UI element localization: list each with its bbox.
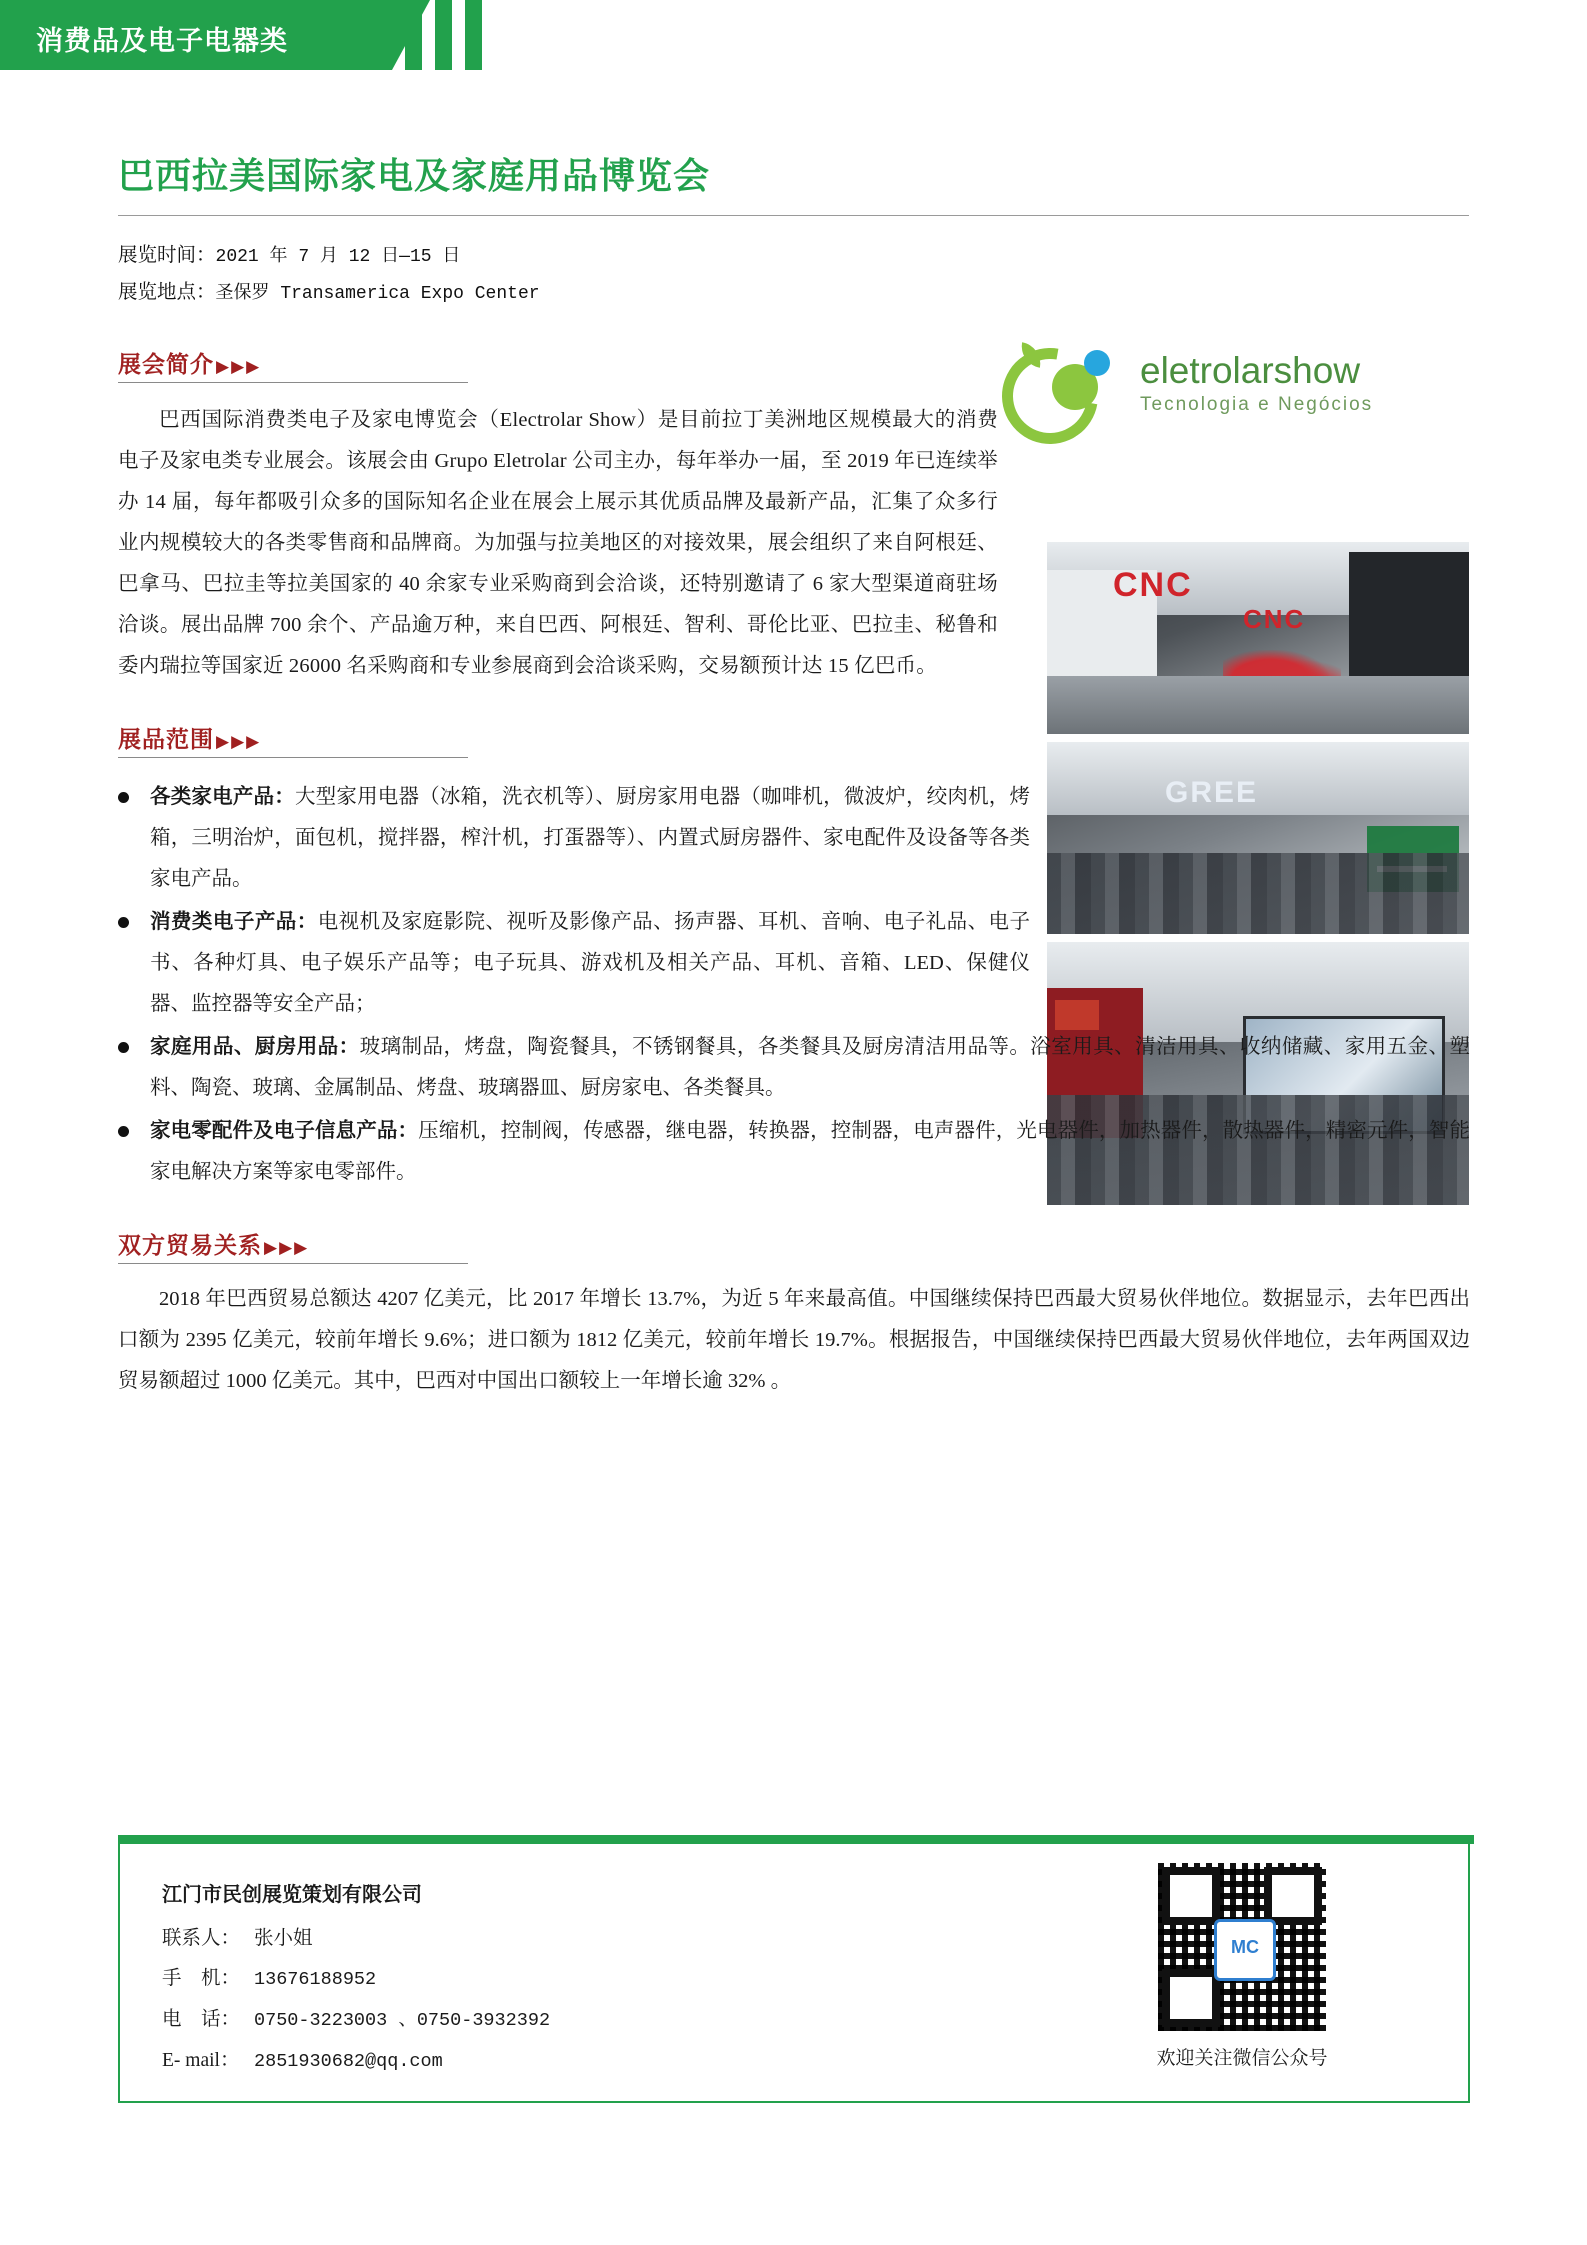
list-item xyxy=(110,1027,1470,1109)
bullet-body-2: 电视机及家庭影院、视听及影像产品、扬声器、耳机、音响、电子礼品、电子书、各种灯具、电子娱乐产品等；电子玩具、游戏机及相关产品、耳机、音箱、LED、保健仪器、监控器等安全产品； xyxy=(150,911,1031,1015)
list-item xyxy=(110,1111,1470,1193)
meta-date-row xyxy=(118,238,1587,275)
contact-person-label: 联系人： xyxy=(162,1928,241,1949)
contact-email-value: 2851930682@qq.com xyxy=(254,2051,443,2072)
list-item xyxy=(110,902,1030,1025)
bullet-dot-icon xyxy=(118,1042,129,1053)
qr-finder-top-left xyxy=(1162,1867,1220,1925)
photo2-brand-primary: GREE xyxy=(1165,776,1259,809)
event-meta xyxy=(118,238,1587,312)
section-heading-scope xyxy=(118,721,498,761)
meta-date-label: 展览时间： xyxy=(118,245,216,266)
qr-center-logo: MC xyxy=(1214,1919,1276,1981)
bullet-lead-4: 家电零配件及电子信息产品： xyxy=(150,1120,419,1142)
header-banner xyxy=(0,0,1587,70)
footer-contact-box xyxy=(118,1835,1470,2103)
trade-paragraph xyxy=(118,1279,1470,1402)
section-heading-scope-label: 展品范围 xyxy=(118,726,214,752)
qr-finder-top-right xyxy=(1264,1867,1322,1925)
qr-caption: 欢迎关注微信公众号 xyxy=(1156,2048,1328,2069)
banner-decorative-bars xyxy=(405,0,482,70)
contact-company-name: 江门市民创展览策划有限公司 xyxy=(162,1884,422,1906)
section-heading-intro-label: 展会简介 xyxy=(118,351,214,377)
banner-bar-3 xyxy=(465,0,482,70)
section-heading-trade-label: 双方贸易关系 xyxy=(118,1232,262,1258)
photo2-crowd xyxy=(1047,853,1469,934)
section-arrows-icon-2: ▶▶▶ xyxy=(216,732,262,751)
contact-mobile-value: 13676188952 xyxy=(254,1969,377,1990)
logo-sub-text: Tecnologia e Negócios xyxy=(1140,394,1374,415)
page-body xyxy=(0,70,1587,1402)
photo-booth-gree xyxy=(1047,742,1469,934)
bullet-dot-icon xyxy=(118,792,129,803)
photo1-brand-secondary: CNC xyxy=(1243,604,1306,634)
photo-booth-cnc xyxy=(1047,542,1469,734)
meta-venue-label: 展览地点： xyxy=(118,282,216,303)
section-heading-underline-2 xyxy=(118,757,468,758)
banner-category-label: 消费品及电子电器类 xyxy=(36,26,288,56)
meta-venue-row xyxy=(118,275,1587,312)
contact-email-label: E- mail： xyxy=(162,2050,240,2071)
meta-venue-value: 圣保罗 Transamerica Expo Center xyxy=(215,284,540,304)
bullet-dot-icon xyxy=(118,917,129,928)
bullet-dot-icon xyxy=(118,1126,129,1137)
section-heading-trade xyxy=(118,1227,498,1267)
logo-blue-dot-shape xyxy=(1084,350,1110,376)
contact-person-row xyxy=(162,1919,550,1959)
eletrolarshow-logo xyxy=(1000,342,1470,438)
photo1-brand-primary: CNC xyxy=(1113,566,1193,604)
logo-text-block xyxy=(1140,350,1373,416)
qr-code-image xyxy=(1158,1863,1326,2031)
page-title: 巴西拉美国际家电及家庭用品博览会 xyxy=(118,155,711,196)
bullet-body-1: 大型家用电器（冰箱，洗衣机等）、厨房家用电器（咖啡机，微波炉，绞肉机，烤箱，三明治炉，面包机，搅拌器，榨汁机，打蛋器等）、内置式厨房器件、家电配件及设备等各类家电产品。 xyxy=(150,786,1031,890)
bullet-body-4: 压缩机，控制阀，传感器，继电器，转换器，控制器，电声器件，光电器件，加热器件，散热器件，精密元件，智能家电解决方案等家电零部件。 xyxy=(150,1120,1471,1183)
contact-mobile-row xyxy=(162,1959,550,2000)
section-heading-underline xyxy=(118,382,468,383)
intro-text: 巴西国际消费类电子及家电博览会（Electrolar Show）是目前拉丁美洲地区规模最大的消费电子及家电类专业展会。该展会由 Grupo Eletrolar 公司主办，每年举办一届，至 2019 年已连续举办 14 届，每年都吸引众多的国际知名企业在展会上展示其优质品牌及最新产品，汇集了众多行业内规模较大的各类零售商和品牌商。为加强与拉美地区的对接效果，展会组织了来自阿根廷、巴拿马、巴拉圭等拉美国家的 40 余家专业采购商到会洽谈，还特别邀请了 6 家大型渠道商驻场洽谈。展出品牌 700 余个、产品逾万种，来自巴西、阿根廷、智利、哥伦比亚、巴拉圭、秘鲁和委内瑞拉等国家近 26000 名采购商和专业参展商到会洽谈采购，交易额预计达 15 亿巴币。 xyxy=(118,409,998,677)
contact-tel-value: 0750-3223003 、0750-3932392 xyxy=(254,2010,551,2031)
qr-block xyxy=(1142,1863,1342,2070)
banner-bar-2 xyxy=(435,0,452,70)
photo1-floor xyxy=(1047,676,1469,734)
photo3-brand-box xyxy=(1055,1000,1099,1030)
logo-main-text: eletrolarshow xyxy=(1140,350,1361,391)
bullet-lead-3: 家庭用品、厨房用品： xyxy=(150,1036,360,1058)
contact-tel-label: 电 话： xyxy=(162,2009,241,2030)
contact-block xyxy=(162,1875,550,2082)
bullet-body-3: 玻璃制品，烤盘，陶瓷餐具，不锈钢餐具，各类餐具及厨房清洁用品等。浴室用具、清洁用具、收纳储藏、家用五金、塑料、陶瓷、玻璃、金属制品、烤盘、玻璃器皿、厨房家电、各类餐具。 xyxy=(150,1036,1471,1099)
section-heading-intro xyxy=(118,346,498,386)
meta-date-value: 2021 年 7 月 12 日—15 日 xyxy=(215,247,461,267)
logo-mark-icon xyxy=(1000,344,1128,426)
list-item xyxy=(110,777,1030,900)
section-arrows-icon-3: ▶▶▶ xyxy=(264,1238,310,1257)
section-heading-underline-3 xyxy=(118,1263,468,1264)
contact-email-row xyxy=(162,2041,550,2082)
banner-bar-1 xyxy=(405,0,422,70)
bullet-lead-1: 各类家电产品： xyxy=(150,786,295,808)
trade-text: 2018 年巴西贸易总额达 4207 亿美元，比 2017 年增长 13.7%，为近 5 年来最高值。中国继续保持巴西最大贸易伙伴地位。数据显示，去年巴西出口额为 2395 亿美元，较前年增长 9.6%；进口额为 1812 亿美元，较前年增长 19.7%。根据报告，中国继续保持巴西最大贸易伙伴地位，去年两国双边贸易额超过 1000 亿美元。其中，巴西对中国出口额较上一年增长逾 32% 。 xyxy=(118,1288,1470,1392)
section-arrows-icon: ▶▶▶ xyxy=(216,357,262,376)
contact-tel-row xyxy=(162,2000,550,2041)
contact-mobile-label: 手 机： xyxy=(162,1968,241,1989)
contact-person-value: 张小姐 xyxy=(254,1928,313,1949)
qr-finder-bottom-left xyxy=(1162,1969,1220,2027)
intro-paragraph xyxy=(118,400,998,687)
title-divider xyxy=(118,215,1469,216)
bullet-lead-2: 消费类电子产品： xyxy=(150,911,318,933)
